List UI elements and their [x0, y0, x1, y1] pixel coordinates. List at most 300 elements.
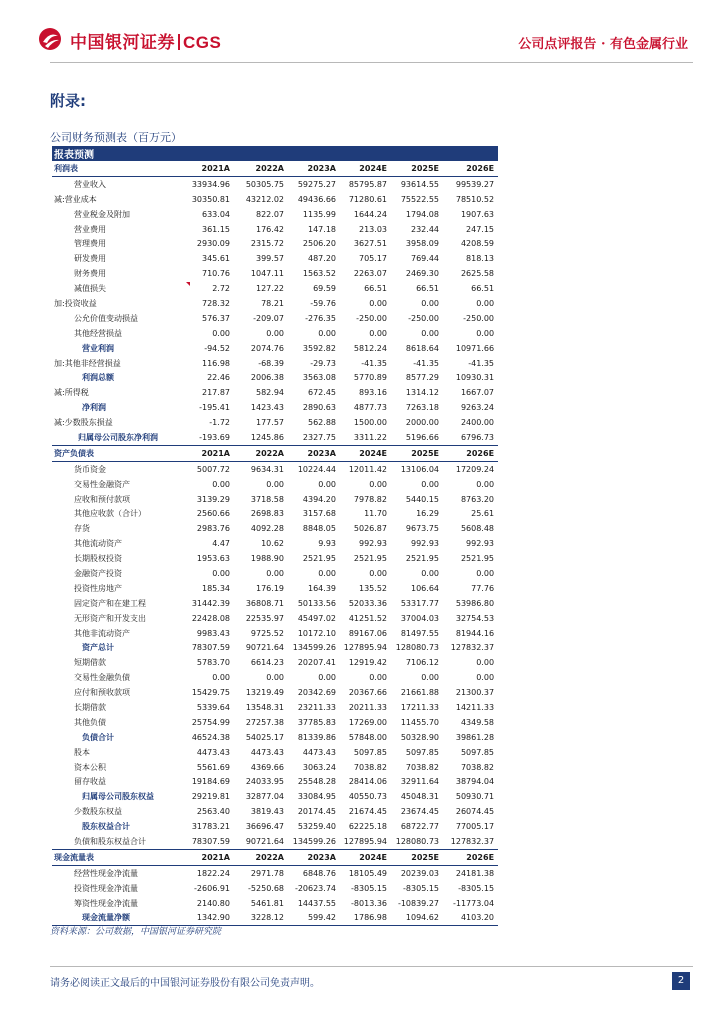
row-label: 减:少数股东损益	[54, 418, 113, 428]
table-caption: 公司财务预测表（百万元）	[50, 131, 182, 144]
table-row	[52, 207, 498, 222]
cell-value: 0.00	[369, 673, 387, 683]
year-header: 2022A	[234, 445, 288, 461]
cell-value: 20342.69	[297, 688, 336, 698]
cell-value: 21661.88	[400, 688, 439, 698]
cell-value: 40550.73	[348, 792, 387, 802]
cell-value: -250.00	[356, 313, 387, 323]
table-row	[52, 461, 498, 476]
cell-value: 1500.00	[353, 418, 387, 428]
cell-value: 89167.06	[348, 628, 387, 638]
cell-value: -8305.15	[458, 883, 495, 893]
cell-value: 116.98	[202, 358, 230, 368]
cell-value: 1822.24	[196, 868, 230, 878]
cell-value: 4103.20	[443, 911, 498, 926]
row-label: 营业费用	[74, 224, 106, 234]
cell-value: 66.51	[416, 284, 439, 294]
cell-value: -250.00	[408, 313, 439, 323]
table-row	[52, 192, 498, 207]
cell-value: 106.64	[411, 583, 439, 593]
cell-value: 0.00	[318, 479, 336, 489]
cell-value: 6848.76	[302, 868, 336, 878]
cell-value: -8305.15	[351, 883, 387, 893]
cell-value: 176.19	[256, 583, 284, 593]
row-label: 短期借款	[74, 658, 106, 668]
cell-value: 1094.62	[391, 911, 443, 926]
cell-value: 4369.66	[250, 762, 284, 772]
cell-value: 1135.99	[302, 209, 336, 219]
cell-value: 71280.61	[348, 194, 387, 204]
cell-value: 81339.86	[297, 732, 336, 742]
cell-value: 127895.94	[340, 834, 391, 849]
cell-value: 1563.52	[302, 269, 336, 279]
cell-value: 68722.77	[400, 822, 439, 832]
cell-value: 3311.22	[340, 430, 391, 445]
row-label: 股东权益合计	[82, 822, 130, 832]
cell-value: 90721.64	[245, 643, 284, 653]
cell-value: 0.00	[476, 658, 495, 668]
table-row	[52, 819, 498, 834]
cell-value: 4473.43	[196, 747, 230, 757]
cell-value: 28414.06	[348, 777, 387, 787]
row-label: 货币资金	[74, 464, 106, 474]
cell-value: 78510.52	[455, 194, 495, 204]
cell-value: 78307.59	[183, 834, 234, 849]
year-header: 2021A	[183, 161, 234, 176]
cell-value: 25548.28	[297, 777, 336, 787]
row-label: 负债合计	[82, 732, 114, 742]
cell-value: 2890.63	[302, 403, 336, 413]
cell-value: 2521.95	[460, 554, 495, 564]
source-note: 资料来源：公司数据，中国银河证券研究院	[50, 927, 222, 937]
cell-value: 22.46	[207, 373, 230, 383]
cell-value: 36696.47	[245, 822, 284, 832]
cell-value: 3958.09	[405, 239, 439, 249]
cell-value: -41.35	[413, 358, 439, 368]
table-row	[52, 341, 498, 356]
cell-value: 1907.63	[460, 209, 495, 219]
cell-value: 6796.73	[443, 430, 498, 445]
cell-value: 2.72	[212, 284, 230, 294]
row-label: 少数股东权益	[74, 807, 122, 817]
cell-value: 2560.66	[196, 509, 230, 519]
cell-value: 2006.38	[250, 373, 284, 383]
cell-value: 41251.52	[348, 613, 387, 623]
cell-value: 14437.55	[297, 898, 336, 908]
row-label: 研发费用	[74, 254, 106, 264]
year-header: 2025E	[391, 445, 443, 461]
table-row	[52, 370, 498, 385]
row-label: 营业利润	[82, 343, 114, 353]
row-label: 营业税金及附加	[74, 209, 130, 219]
row-label: 留存收益	[74, 777, 106, 787]
financial-forecast-table	[52, 146, 498, 926]
cell-value: 0.00	[476, 673, 495, 683]
year-header: 2026E	[443, 445, 498, 461]
cell-value: -41.35	[468, 358, 495, 368]
table-row	[52, 356, 498, 371]
cgs-logo-icon	[38, 27, 62, 51]
cell-value: 52033.36	[348, 598, 387, 608]
cell-value: 177.57	[256, 418, 284, 428]
cell-value: 0.00	[318, 673, 336, 683]
cell-value: 10224.44	[297, 464, 336, 474]
row-label: 投资性现金净流量	[74, 883, 138, 893]
cell-value: 37785.83	[297, 717, 336, 727]
cell-value: -68.39	[258, 358, 284, 368]
table-row	[52, 477, 498, 492]
cell-value: 2698.83	[250, 509, 284, 519]
row-label: 净利润	[82, 403, 106, 413]
table-row	[52, 760, 498, 775]
cell-value: 127832.37	[443, 834, 498, 849]
row-label: 金融资产投资	[74, 568, 122, 578]
cell-value: 36808.71	[245, 598, 284, 608]
cell-value: 1423.43	[250, 403, 284, 413]
cell-value: 13219.49	[245, 688, 284, 698]
cell-value: 5007.72	[196, 464, 230, 474]
cell-value: 0.00	[421, 479, 439, 489]
cell-value: 0.00	[476, 479, 495, 489]
brand-logo-text	[70, 28, 221, 53]
year-header: 2022A	[234, 849, 288, 865]
cell-value: 3718.58	[250, 494, 284, 504]
cell-value: 5812.24	[353, 343, 387, 353]
header-divider	[50, 62, 693, 63]
cell-value: 7263.18	[405, 403, 439, 413]
cell-value: 10930.31	[455, 373, 495, 383]
appendix-title: 附录:	[50, 92, 86, 110]
cell-value: 37004.03	[400, 613, 439, 623]
cell-value: 0.00	[369, 479, 387, 489]
cell-value: 164.39	[308, 583, 336, 593]
cell-value: 5097.85	[405, 747, 439, 757]
cell-value: 31442.39	[191, 598, 230, 608]
row-label: 现金流量净额	[52, 911, 183, 926]
year-header: 2021A	[183, 849, 234, 865]
cell-value: 69.59	[313, 284, 336, 294]
cell-value: 232.44	[411, 224, 439, 234]
cell-value: 2521.95	[353, 554, 387, 564]
row-label: 交易性金融负债	[74, 673, 130, 683]
cell-value: 2521.95	[405, 554, 439, 564]
row-label: 营业收入	[74, 179, 106, 189]
cell-value: 11455.70	[400, 717, 439, 727]
cell-value: 50328.90	[400, 732, 439, 742]
table-band-row	[52, 146, 498, 161]
row-label: 其他非流动资产	[74, 628, 130, 638]
cell-value: 5770.89	[353, 373, 387, 383]
row-label: 加:投资收益	[54, 298, 97, 308]
year-header: 2025E	[391, 161, 443, 176]
section-header-row	[52, 445, 498, 461]
table-row	[52, 700, 498, 715]
row-label: 应收和预付款项	[74, 494, 130, 504]
cell-value: 0.00	[421, 298, 439, 308]
cell-value: 0.00	[476, 298, 495, 308]
cell-value: 1245.86	[234, 430, 288, 445]
row-label: 归属母公司股东权益	[82, 792, 154, 802]
cell-value: 1314.12	[405, 388, 439, 398]
cell-value: 50305.75	[245, 179, 284, 189]
cell-value: -1.72	[209, 418, 230, 428]
cell-value: 135.52	[359, 583, 387, 593]
cell-value: 10.62	[261, 539, 284, 549]
cell-value: 7038.82	[460, 762, 495, 772]
cell-value: 5608.48	[460, 524, 495, 534]
cell-value: 3228.12	[234, 911, 288, 926]
table-row	[52, 415, 498, 430]
cell-value: 5097.85	[353, 747, 387, 757]
cell-value: 8848.05	[302, 524, 336, 534]
cell-value: 0.00	[421, 673, 439, 683]
cell-value: 633.04	[202, 209, 230, 219]
year-header: 2021A	[183, 445, 234, 461]
cell-value: 1988.90	[250, 554, 284, 564]
year-header: 2024E	[340, 849, 391, 865]
row-label: 负债和股东权益合计	[52, 834, 183, 849]
cell-value: 2563.40	[196, 807, 230, 817]
cell-value: 9263.24	[460, 403, 495, 413]
disclaimer-text: 请务必阅读正文最后的中国银河证券股份有限公司免责声明。	[50, 978, 320, 989]
logo-divider	[178, 34, 180, 50]
section-title: 现金流量表	[52, 849, 183, 865]
cell-value: 361.15	[202, 224, 230, 234]
row-label: 公允价值变动损益	[74, 313, 138, 323]
cell-value: 11.70	[364, 509, 387, 519]
cell-value: 2469.30	[405, 269, 439, 279]
row-label: 减:营业成本	[54, 194, 97, 204]
cell-value: 43212.02	[245, 194, 284, 204]
cell-value: 50930.71	[455, 792, 495, 802]
cell-value: 32754.53	[455, 613, 495, 623]
row-label: 投资性房地产	[74, 583, 122, 593]
cell-value: 2971.78	[250, 868, 284, 878]
table-row	[52, 251, 498, 266]
cell-value: 29219.81	[191, 792, 230, 802]
cell-value: 10971.66	[455, 343, 495, 353]
cell-value: 0.00	[266, 673, 284, 683]
table-row	[52, 834, 498, 849]
row-label: 筹资性现金净流量	[74, 898, 138, 908]
cell-value: 8577.29	[405, 373, 439, 383]
table-row	[52, 176, 498, 191]
table-row	[52, 626, 498, 641]
cell-value: 345.61	[202, 254, 230, 264]
year-header: 2022A	[234, 161, 288, 176]
cell-value: 9673.75	[405, 524, 439, 534]
year-header: 2026E	[443, 849, 498, 865]
table-row	[52, 296, 498, 311]
cell-value: 0.00	[266, 328, 284, 338]
cell-value: -193.69	[183, 430, 234, 445]
table-row	[52, 492, 498, 507]
cell-value: 2521.95	[302, 554, 336, 564]
table-row	[52, 536, 498, 551]
cell-value: 0.00	[476, 328, 495, 338]
cell-value: -59.76	[310, 298, 336, 308]
row-label: 加:其他非经营损益	[54, 358, 121, 368]
cell-value: 57848.00	[348, 732, 387, 742]
year-header: 2024E	[340, 161, 391, 176]
cell-value: -41.35	[361, 358, 387, 368]
cell-value: 0.00	[212, 479, 230, 489]
cell-value: 25.61	[471, 509, 495, 519]
table-row	[52, 385, 498, 400]
cell-value: 9725.52	[250, 628, 284, 638]
row-label: 归属母公司股东净利润	[52, 430, 183, 445]
table-row	[52, 881, 498, 896]
cell-value: 3819.43	[250, 807, 284, 817]
cell-value: 992.93	[466, 539, 495, 549]
cell-value: 127.22	[256, 284, 284, 294]
report-type: 公司点评报告 · 有色金属行业	[518, 37, 688, 52]
table-row	[52, 804, 498, 819]
cell-value: 33934.96	[191, 179, 230, 189]
cell-value: 45497.02	[297, 613, 336, 623]
cell-value: 17211.33	[400, 703, 439, 712]
cell-value: 127895.94	[343, 643, 387, 653]
table-row	[52, 400, 498, 415]
cell-value: 16.29	[416, 509, 439, 519]
cell-value: 45048.31	[400, 792, 439, 802]
cell-value: 4349.58	[460, 717, 495, 727]
cell-value: 20211.33	[348, 703, 387, 712]
table-row	[52, 266, 498, 281]
table-row	[52, 789, 498, 804]
cell-value: 0.00	[212, 568, 230, 578]
cell-value: 0.00	[369, 328, 387, 338]
table-row	[52, 670, 498, 685]
cell-value: 1786.98	[340, 911, 391, 926]
table-row	[52, 715, 498, 730]
cell-value: 3157.68	[302, 509, 336, 519]
cell-value: 217.87	[202, 388, 230, 398]
cell-value: 1953.63	[196, 554, 230, 564]
cell-value: -20623.74	[294, 883, 336, 893]
cell-value: 66.51	[471, 284, 495, 294]
cell-value: 3139.29	[196, 494, 230, 504]
section-header-row	[52, 849, 498, 865]
cell-value: 18105.49	[348, 868, 387, 878]
cell-value: 0.00	[369, 568, 387, 578]
table-row	[52, 311, 498, 326]
cell-value: 9634.31	[250, 464, 284, 474]
row-label: 资本公积	[74, 762, 106, 772]
cell-value: 147.18	[308, 224, 336, 234]
cell-value: 128080.73	[395, 643, 439, 653]
cell-value: 4877.73	[353, 403, 387, 413]
cell-value: 32877.04	[245, 792, 284, 802]
year-header: 2024E	[340, 445, 391, 461]
cell-value: 30350.81	[191, 194, 230, 204]
table-row	[52, 596, 498, 611]
cell-value: 0.00	[212, 673, 230, 683]
cell-value: 23211.33	[297, 703, 336, 712]
table-row	[52, 236, 498, 251]
cell-value: 5561.69	[196, 762, 230, 772]
cell-value: 4092.28	[250, 524, 284, 534]
table-row	[52, 655, 498, 670]
cell-value: 769.44	[411, 254, 439, 264]
cell-value: 7978.82	[353, 494, 387, 504]
band-title: 报表预测	[52, 146, 498, 161]
cell-value: 6614.23	[250, 658, 284, 668]
row-label: 长期借款	[74, 703, 106, 712]
cell-value: -10839.27	[397, 898, 439, 908]
row-label: 资产总计	[82, 643, 114, 653]
table-row	[52, 745, 498, 760]
cell-value: 2140.80	[196, 898, 230, 908]
cell-value: 24033.95	[245, 777, 284, 787]
row-label: 财务费用	[74, 269, 106, 279]
cell-value: 13548.31	[245, 703, 284, 712]
cell-value: 4394.20	[302, 494, 336, 504]
cell-value: 5026.87	[353, 524, 387, 534]
cell-value: 90721.64	[234, 834, 288, 849]
cell-value: 0.00	[212, 328, 230, 338]
cell-value: 2074.76	[250, 343, 284, 353]
cell-value: 39861.28	[455, 732, 495, 742]
page-header	[0, 0, 724, 62]
cell-value: 12011.42	[348, 464, 387, 474]
cell-value: 0.00	[266, 479, 284, 489]
section-title: 利润表	[52, 161, 183, 176]
section-title: 资产负债表	[52, 445, 183, 461]
page-number: 2	[672, 972, 690, 990]
cell-value: 992.93	[359, 539, 387, 549]
cell-value: 22535.97	[245, 613, 284, 623]
cell-value: -94.52	[204, 343, 230, 353]
cell-value: 562.88	[308, 418, 336, 428]
cell-value: 710.76	[202, 269, 230, 279]
table-row	[52, 581, 498, 596]
cell-value: 31783.21	[191, 822, 230, 832]
cell-value: 26074.45	[455, 807, 495, 817]
cell-value: 818.13	[466, 254, 495, 264]
cell-value: 53986.80	[455, 598, 495, 608]
cell-value: 672.45	[308, 388, 336, 398]
cell-value: 2263.07	[353, 269, 387, 279]
cell-value: 59275.27	[297, 179, 336, 189]
cell-value: 5196.66	[391, 430, 443, 445]
cell-value: 4.47	[212, 539, 230, 549]
cell-value: -250.00	[463, 313, 495, 323]
cell-value: 185.34	[202, 583, 230, 593]
table-row	[52, 566, 498, 581]
cell-value: 4473.43	[250, 747, 284, 757]
footer-divider	[50, 966, 693, 967]
cell-value: 25754.99	[191, 717, 230, 727]
cell-value: 599.42	[288, 911, 340, 926]
cell-value: 24181.38	[455, 868, 495, 878]
cell-value: 7038.82	[353, 762, 387, 772]
cell-value: 77.76	[471, 583, 495, 593]
cell-value: 5461.81	[250, 898, 284, 908]
row-label: 股本	[74, 747, 90, 757]
year-header: 2023A	[288, 445, 340, 461]
cell-value: 20207.41	[297, 658, 336, 668]
row-label: 存货	[74, 524, 90, 534]
row-label: 其他应收款（合计）	[74, 509, 146, 519]
cell-value: 893.16	[359, 388, 387, 398]
cell-value: 12919.42	[348, 658, 387, 668]
cell-value: 128080.73	[391, 834, 443, 849]
row-label: 管理费用	[74, 239, 106, 249]
cell-value: 78.21	[261, 298, 284, 308]
cell-value: 5339.64	[196, 703, 230, 712]
cell-value: 0.00	[421, 328, 439, 338]
